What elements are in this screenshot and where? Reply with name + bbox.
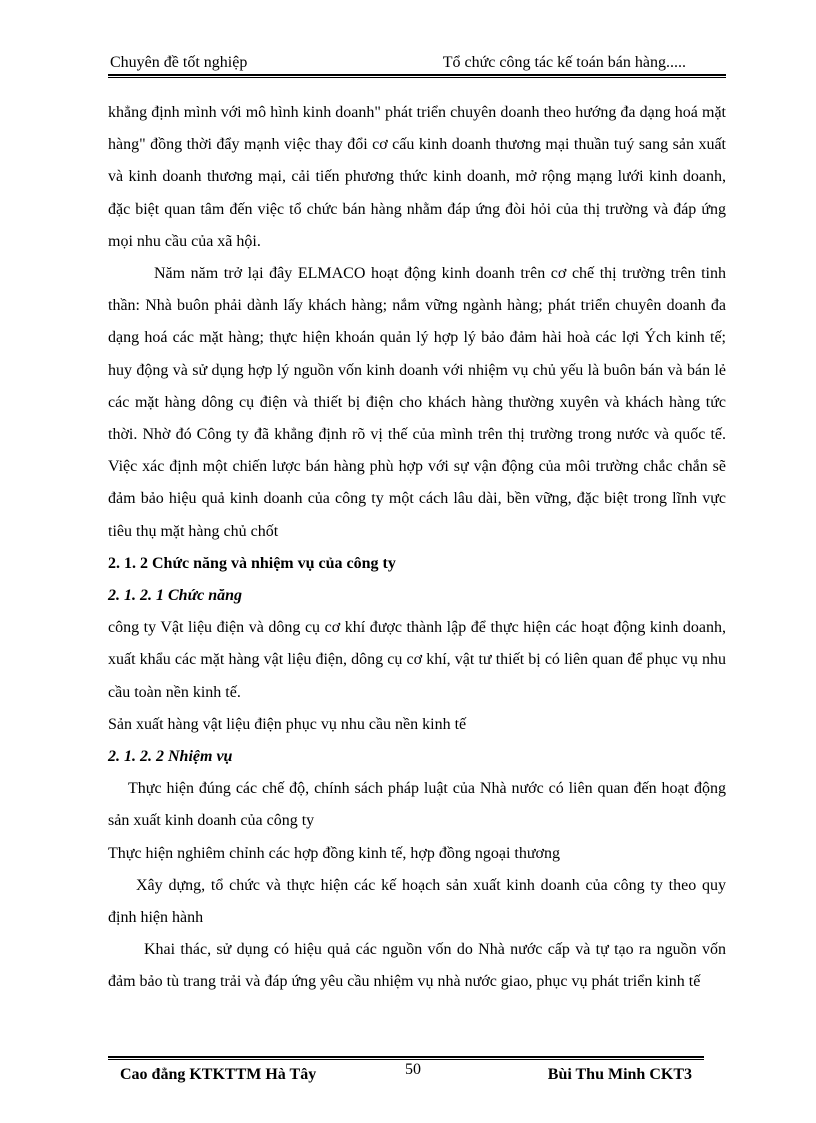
page-footer [108, 1061, 704, 1088]
header-rule [108, 74, 726, 76]
subsection-heading: 2. 1. 2. 2 Nhiệm vụ [108, 748, 233, 766]
paragraph: Sản xuất hàng vật liệu điện phục vụ nhu cầu nền kinh tế [108, 715, 467, 733]
paragraph: công ty Vật liệu điện và dông cụ cơ khí được thành lập để thực hiện các hoạt động kinh doanh, xuất khẩu các mặt hàng vật liệu điện, dông cụ cơ khí, vật tư thiết bị có liên quan để phục vụ nhu cầu toàn nền kinh tế. [108, 619, 726, 701]
page-number: 50 [405, 1061, 421, 1078]
header-rule-thin [108, 77, 726, 78]
subsection-heading: 2. 1. 2. 1 Chức năng [108, 587, 243, 605]
header-left-title: Chuyên đề tốt nghiệp [110, 54, 248, 71]
page-header [108, 54, 726, 74]
paragraph: Năm năm trở lại đây ELMACO hoạt động kinh doanh trên cơ chế thị trường trên tinh thần: Nhà buôn phải dành lấy khách hàng; nắm vững ngành hàng; phát triển chuyên doanh đa dạng hoá các mặt hàng; thực hiện khoán quản lý hợp lý bảo đảm hài hoà các lợi Ých kinh tế; huy động và sử dụng hợp lý nguồn vốn kinh doanh với nhiệm vụ chủ yếu là buôn bán và bán lẻ các mặt hàng dông cụ điện và thiết bị điện cho khách hàng thường xuyên và khách hàng tức thời. Nhờ đó Công ty đã khẳng định rõ vị thế của mình trên thị trường trong nước và quốc tế. Việc xác định một chiến lược bán hàng phù hợp với sự vận động của môi trường chắc chắn sẽ đảm bảo hiệu quả kinh doanh của công ty một cách lâu dài, bền vững, đặc biệt trong lĩnh vực tiêu thụ mặt hàng chủ chốt [108, 265, 726, 540]
footer-rule [108, 1056, 704, 1058]
paragraph: khẳng định mình với mô hình kinh doanh" phát triển chuyên doanh theo hướng đa dạng hoá mặt hàng" đồng thời đẩy mạnh việc thay đổi cơ cấu kinh doanh thương mại thuần tuý sang sản xuất và kinh doanh thương mại, cải tiến phương thức kinh doanh, mở rộng mạng lưới kinh doanh, đặc biệt quan tâm đến việc tổ chức bán hàng nhằm đáp ứng đòi hỏi của thị trường và đáp ứng mọi nhu cầu của xã hội. [108, 104, 726, 250]
paragraph: Xây dựng, tổ chức và thực hiện các kế hoạch sản xuất kinh doanh của công ty theo quy định hiện hành [108, 876, 726, 927]
header-right-title: Tổ chức công tác kế toán bán hàng..... [442, 54, 686, 71]
paragraph: Khai thác, sử dụng có hiệu quả các nguồn vốn do Nhà nước cấp và tự tạo ra nguồn vốn đảm bảo tù trang trải và đáp ứng yêu cầu nhiệm vụ nhà nước giao, phục vụ phát triển kinh tế [108, 941, 726, 991]
footer-rule-thin [108, 1059, 704, 1060]
paragraph: Thực hiện đúng các chế độ, chính sách pháp luật của Nhà nước có liên quan đến hoạt động sản xuất kinh doanh của công ty [108, 780, 726, 830]
section-heading: 2. 1. 2 Chức năng và nhiệm vụ của công ty [108, 554, 396, 572]
footer-author: Bùi Thu Minh CKT3 [547, 1066, 692, 1083]
document-body [108, 97, 726, 999]
footer-school: Cao đẳng KTKTTM Hà Tây [120, 1066, 317, 1083]
paragraph: Thực hiện nghiêm chỉnh các hợp đồng kinh tế, hợp đồng ngoại thương [108, 844, 560, 862]
